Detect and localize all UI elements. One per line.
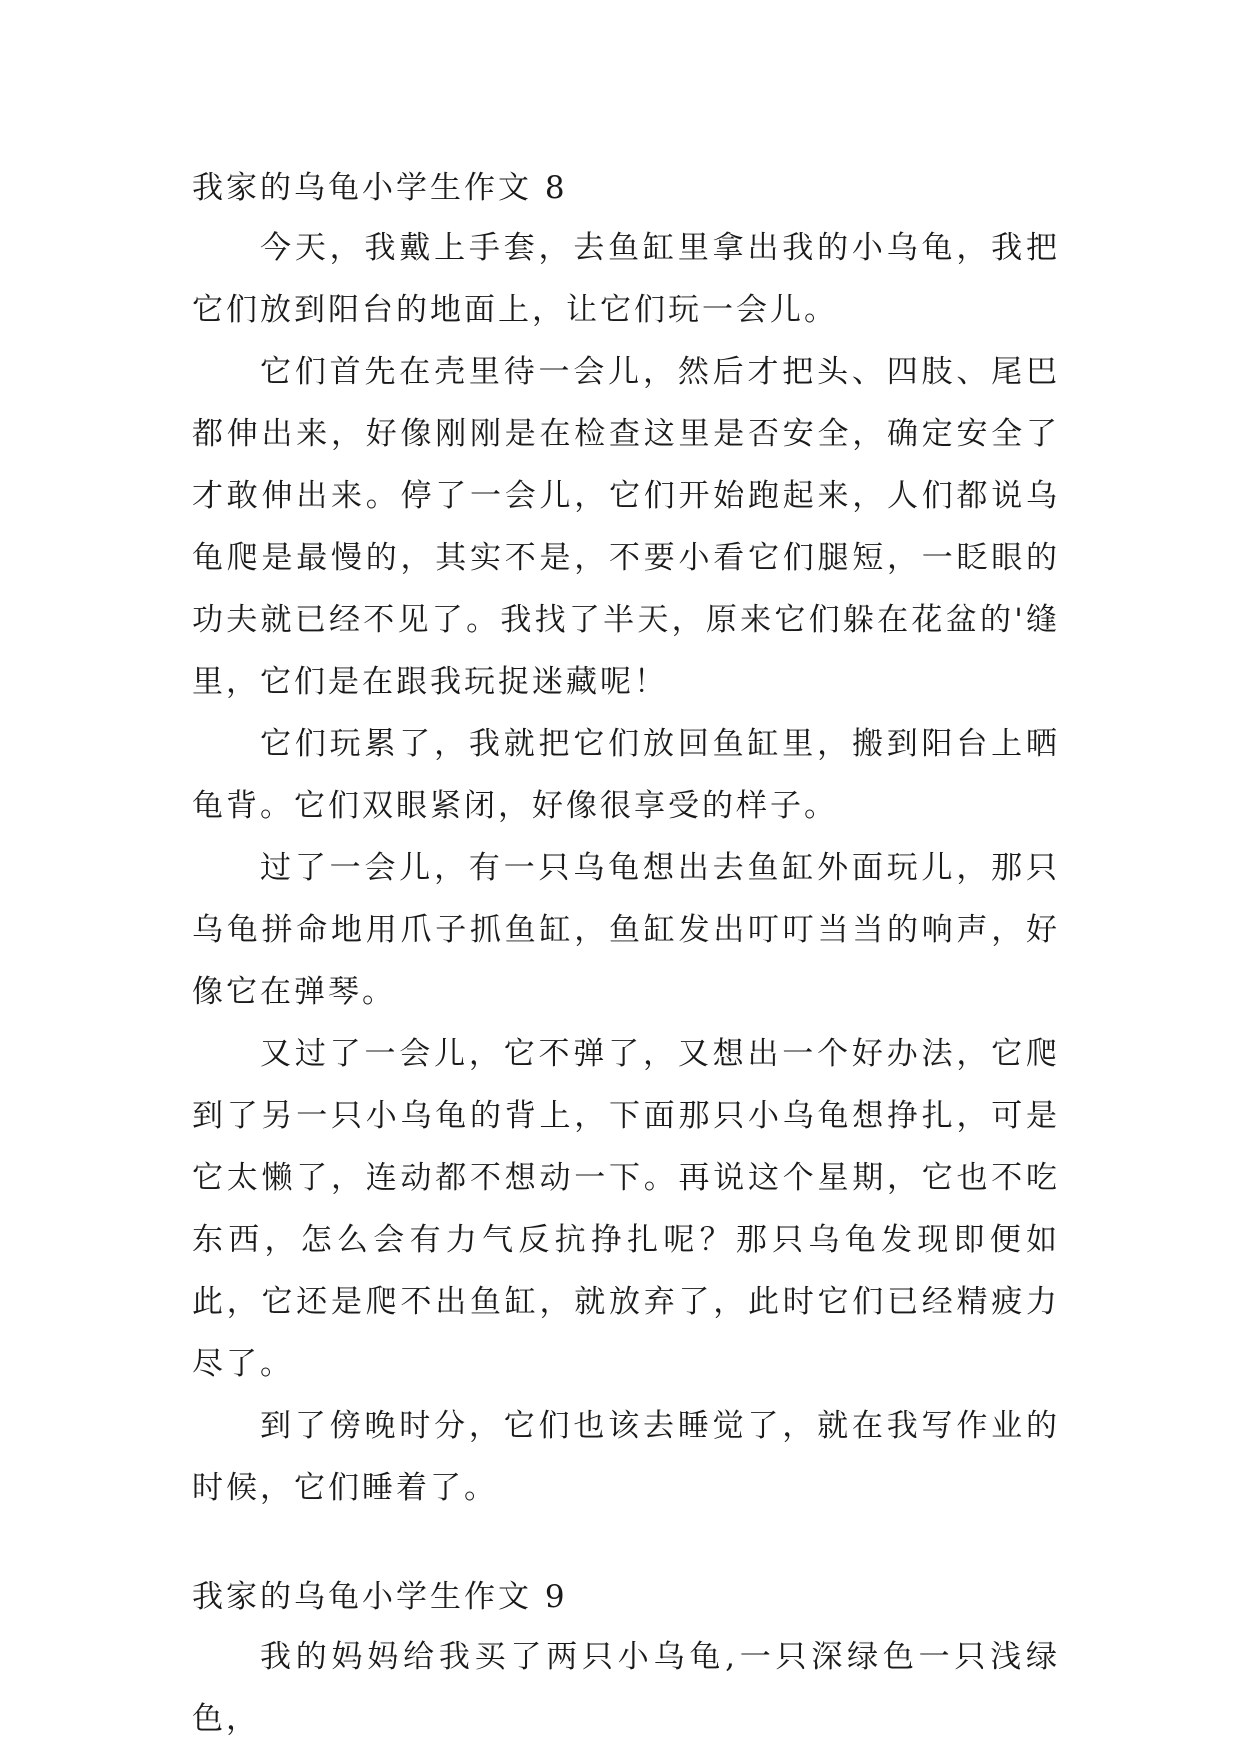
paragraph: 到了傍晚时分，它们也该去睡觉了，就在我写作业的时候，它们睡着了。	[192, 1408, 1060, 1506]
essay-title: 我家的乌龟小学生作文 9	[192, 1579, 568, 1615]
essay-9	[192, 1569, 1060, 1750]
section-spacer	[192, 1519, 1060, 1569]
paragraph: 今天，我戴上手套，去鱼缸里拿出我的小乌龟，我把它们放到阳台的地面上，让它们玩一会儿。	[192, 230, 1060, 328]
paragraph: 它们玩累了，我就把它们放回鱼缸里，搬到阳台上晒龟背。它们双眼紧闭，好像很享受的样子。	[192, 726, 1060, 824]
document-body	[192, 160, 1060, 1750]
essay-title: 我家的乌龟小学生作文 8	[192, 170, 568, 206]
paragraph: 过了一会儿，有一只乌龟想出去鱼缸外面玩儿，那只乌龟拼命地用爪子抓鱼缸，鱼缸发出叮叮当当的响声，好像它在弹琴。	[192, 850, 1060, 1010]
essay-8	[192, 160, 1060, 1519]
paragraph: 我的妈妈给我买了两只小乌龟,一只深绿色一只浅绿色，	[192, 1639, 1060, 1737]
paragraph: 它们首先在壳里待一会儿，然后才把头、四肢、尾巴都伸出来，好像刚刚是在检查这里是否安全，确定安全了才敢伸出来。停了一会儿，它们开始跑起来，人们都说乌龟爬是最慢的，其实不是，不要小看它们腿短，一眨眼的功夫就已经不见了。我找了半天，原来它们躲在花盆的'缝里，它们是在跟我玩捉迷藏呢！	[192, 354, 1060, 700]
paragraph: 又过了一会儿，它不弹了，又想出一个好办法，它爬到了另一只小乌龟的背上，下面那只小乌龟想挣扎，可是它太懒了，连动都不想动一下。再说这个星期，它也不吃东西，怎么会有力气反抗挣扎呢？那只乌龟发现即便如此，它还是爬不出鱼缸，就放弃了，此时它们已经精疲力尽了。	[192, 1036, 1060, 1382]
